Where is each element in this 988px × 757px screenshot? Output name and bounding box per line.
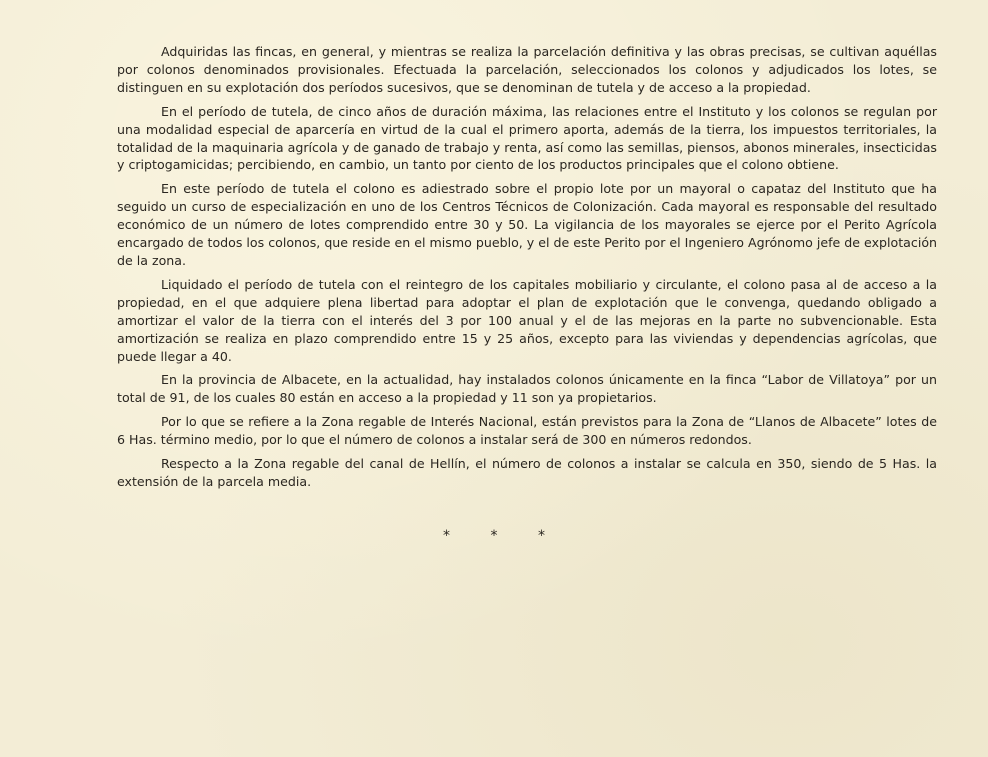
paragraph-periodo-tutela: En el período de tutela, de cinco años de duración máxima, las relaciones entre el Instituto y los colonos se regulan por una modalidad especial de aparcería en virtud de la cual el primero aporta, además de la tierra, los impuestos territoriales, la totalidad de la maquinaria agrícola y de ganado de trabajo y renta, así como las semillas, piensos, abonos minerales, insecticidas y criptogamicidas; percibiendo, en cambio, un tanto por ciento de los productos principales que el colono obtiene. [117,103,937,173]
text-body [117,43,937,497]
paragraph-canal-hellin: Respecto a la Zona regable del canal de Hellín, el número de colonos a instalar se calcula en 350, siendo de 5 Has. la extensión de la parcela media. [117,456,937,489]
paragraph-acceso-propiedad: Liquidado el período de tutela con el reintegro de los capitales mobiliario y circulante, el colono pasa al de acceso a la propiedad, en el que adquiere plena libertad para adoptar el plan de explotación que le convenga, quedando obligado a amortizar el valor de la tierra con el interés del 3 por 100 anual y el de las mejoras en la parte no subvencionable. Esta amortización se realiza en plazo comprendido entre 15 y 25 años, excepto para las viviendas y dependencias agrícolas, que puede llegar a 40. [117,276,937,364]
paragraph-albacete-villatoya: En la provincia de Albacete, en la actualidad, hay instalados colonos únicamente en la finca “Labor de Villatoya” por un total de 91, de los cuales 80 están en acceso a la propiedad y 11 son ya propietarios. [117,372,937,406]
asterisk-ornament: * * * [443,528,563,544]
paragraph-llanos-albacete: Por lo que se refiere a la Zona regable de Interés Nacional, están previstos para la Zona de “Llanos de Albacete” lotes de 6 Has. término medio, por lo que el número de colonos a instalar será de 300 en números redondos. [117,414,937,448]
paragraph-mayoral: En este período de tutela el colono es adiestrado sobre el propio lote por un mayoral o capataz del Instituto que ha seguido un curso de especialización en uno de los Centros Técnicos de Colonización. Cada mayoral es responsable del resultado económico de un número de lotes comprendido entre 30 y 50. La vigilancia de los mayorales se ejerce por el Perito Agrícola encargado de todos los colonos, que reside en el mismo pueblo, y el de este Perito por el Ingeniero Agrónomo jefe de explotación de la zona. [117,181,937,268]
paragraph-colonos-provisionales: Adquiridas las fincas, en general, y mientras se realiza la parcelación definitiva y las obras precisas, se cultivan aquéllas por colonos denominados provisionales. Efectuada la parcelación, seleccionados los colonos y adjudicados los lotes, se distinguen en su explotación dos períodos sucesivos, que se denominan de tutela y de acceso a la propiedad. [117,44,937,95]
section-ornament [0,528,988,544]
